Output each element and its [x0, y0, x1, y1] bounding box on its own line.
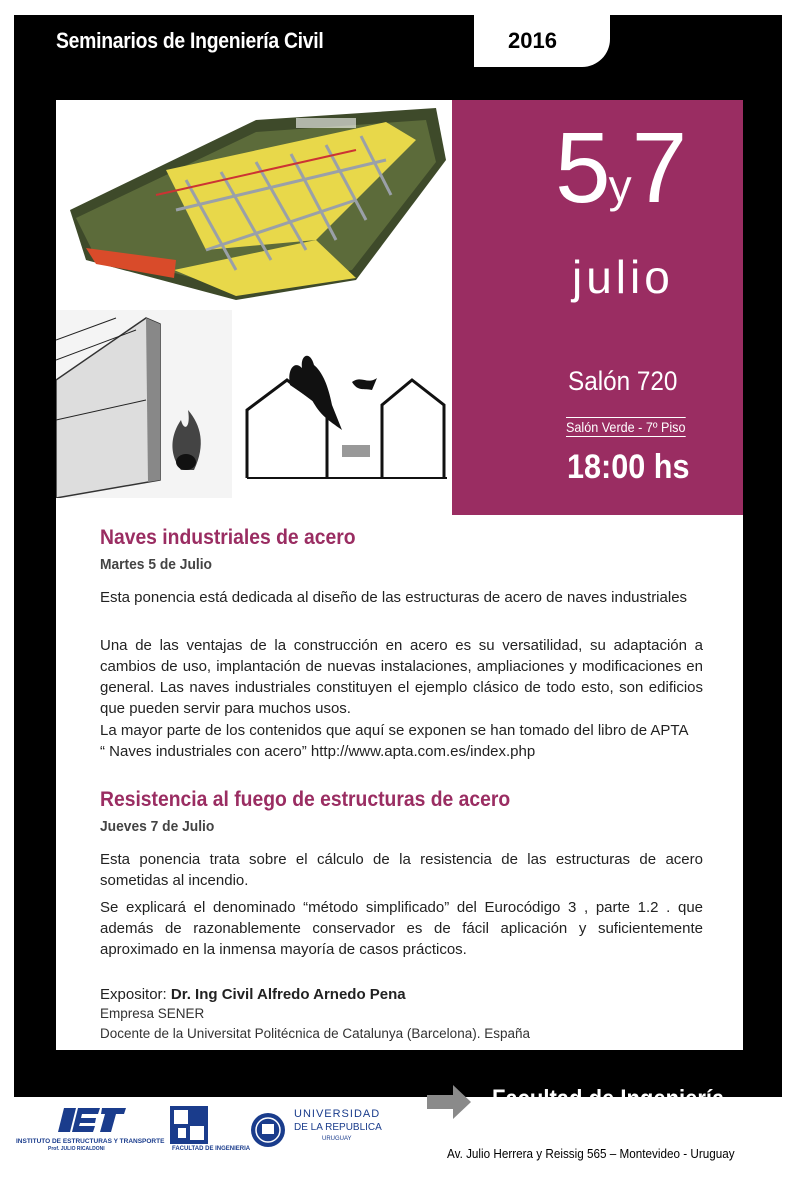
wall-fire-sketch [56, 310, 232, 498]
talk1-paragraph-2: Una de las ventajas de la construcción en acero es su versatilidad, su adaptación a cambios de uso, implantación de nuevas instalaciones, ampliaciones y modificaciones en general. Las naves industriales constituyen el ejemplo clásico de todo esto, son edificios que pueden servir para muchos usos. [100, 637, 703, 717]
day-two: 7 [631, 112, 686, 224]
address: Av. Julio Herrera y Reissig 565 – Montevideo - Uruguay [447, 1146, 735, 1161]
speaker-company: Empresa SENER [100, 1006, 205, 1021]
speaker-name: Dr. Ing Civil Alfredo Arnedo Pena [170, 986, 406, 1003]
talk1-date: Martes 5 de Julio [100, 556, 212, 573]
event-month: julio [572, 251, 674, 303]
room-detail: Salón Verde - 7º Piso [566, 419, 686, 435]
speaker-label: Expositor: [100, 986, 171, 1003]
event-days [555, 112, 686, 236]
faculty-logo [158, 1106, 251, 1156]
year-label: 2016 [508, 28, 557, 53]
room-label: Salón 720 [568, 366, 678, 396]
talk1-paragraph-1: Esta ponencia está dedicada al diseño de las estructuras de acero de naves industriales [100, 589, 688, 606]
arrow-right-icon [427, 1085, 471, 1119]
talk2-paragraph-2: Se explicará el denominado “método simplificado” del Eurocódigo 3 , parte 1.2 . que además de razonablemente conservador es de fácil aplicación y suficientemente aproximado en la inmensa mayoría de casos prácticos. [100, 899, 703, 958]
iet-logo-name: INSTITUTO DE ESTRUCTURAS Y TRANSPORTE [16, 1138, 165, 1145]
event-time: 18:00 hs [567, 448, 690, 486]
talk1-title: Naves industriales de acero [100, 526, 356, 549]
day-connector: y [608, 160, 632, 212]
talk1-reference: “ Naves industriales con acero” http://www.apta.com.es/index.php [100, 743, 536, 760]
faculty-name: Facultad de Ingeniería [492, 1085, 725, 1113]
series-title: Seminarios de Ingeniería Civil [56, 28, 324, 53]
faculty-logo-text: FACULTAD DE INGENIERIA [172, 1146, 251, 1152]
talk2-paragraph-1: Esta ponencia trata sobre el cálculo de la resistencia de las estructuras de acero sometidas al incendio. [100, 851, 703, 889]
udelar-line3: URUGUAY [322, 1136, 352, 1142]
university-seal-icon [250, 1110, 286, 1150]
udelar-logo [250, 1108, 380, 1158]
talk1-paragraph-3: La mayor parte de los contenidos que aquí se exponen se han tomado del libro de APTA [100, 722, 689, 739]
talk2-title: Resistencia al fuego de estructuras de acero [100, 788, 511, 811]
udelar-line1: UNIVERSIDAD [294, 1108, 381, 1120]
udelar-line2: DE LA REPUBLICA [294, 1122, 382, 1133]
day-one: 5 [555, 112, 609, 224]
industrial-building-image [56, 100, 452, 308]
speaker-line [100, 986, 406, 1003]
houses-fire-sketch [232, 310, 452, 498]
iet-logo-sub: Prof. JULIO RICALDONI [48, 1146, 105, 1152]
talk2-date: Jueves 7 de Julio [100, 818, 215, 835]
speaker-affiliation: Docente de la Universitat Politécnica de Catalunya (Barcelona). España [100, 1026, 530, 1041]
